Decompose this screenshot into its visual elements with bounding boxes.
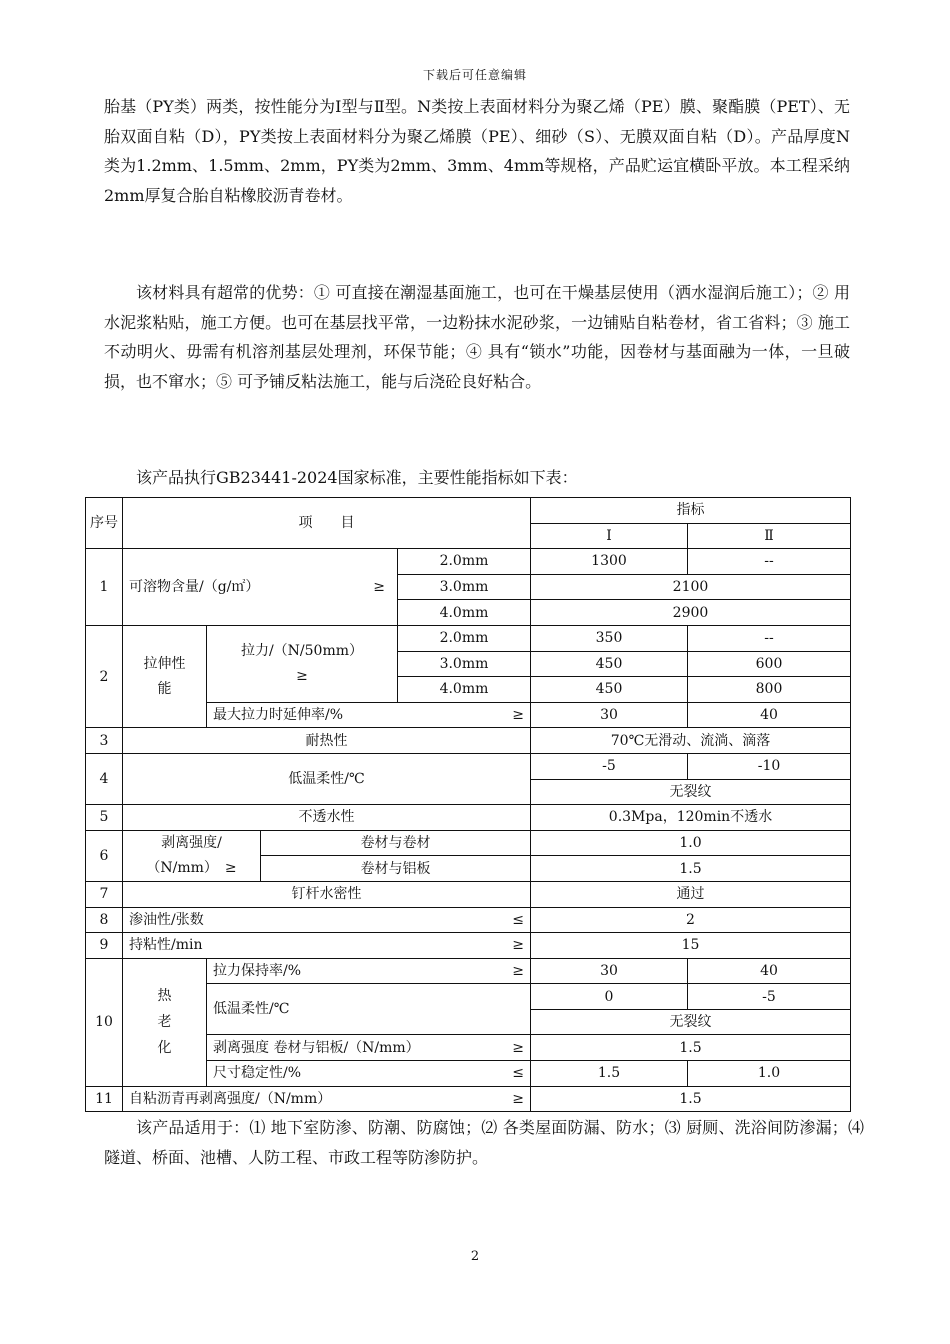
value-I: -5 [531,753,688,779]
item-label: 渗油性/张数 [129,911,204,928]
item-label: 低温柔性/℃ [123,753,531,804]
value-II: -10 [688,753,851,779]
value-I: 450 [531,677,688,703]
thickness: 3.0mm [398,651,531,677]
header-item: 项 目 [123,498,531,549]
value-I: 30 [531,702,688,728]
item-label: 不透水性 [123,805,531,831]
item-label: 剥离强度 卷材与铝板/（N/mm） [213,1039,420,1056]
group-label: 热老化 [123,958,207,1086]
sub-item-label: 卷材与卷材 [261,830,531,856]
value: 无裂纹 [531,779,851,805]
operator: ≥ [373,579,385,596]
operator: ≥ [512,1039,524,1056]
paragraph-applications: 该产品适用于：⑴ 地下室防渗、防潮、防腐蚀；⑵ 各类屋面防漏、防水；⑶ 厨厕、洗浴间防渗漏；⑷ 隧道、桥面、池槽、人防工程、市政工程等防渗防护。 [104,1118,864,1167]
value-I: 1300 [531,549,688,575]
value-II: 600 [688,651,851,677]
table-header-row [86,498,851,524]
table-row [86,625,851,651]
header-type-I: Ⅰ [531,523,688,549]
row-no: 3 [86,728,123,754]
row-no: 1 [86,549,123,626]
item-label: 钉杆水密性 [123,881,531,907]
paragraph-advantages: 该材料具有超常的优势：① 可直接在潮湿基面施工，也可在干燥基层使用（洒水湿润后施工）；② 用水泥浆粘贴，施工方便。也可在基层找平常，一边粉抹水泥砂浆，一边铺贴自粘卷材，省工省料；③ 施工不动明火、毋需有机溶剂基层处理剂，环保节能；④ 具有“锁水”功能，因卷材与基面融为一体，一旦破损，也不窜水；⑤ 可予铺反粘法施工，能与后浇砼良好粘合。 [104,283,850,391]
value-II: -5 [688,984,851,1010]
value: 0.3Mpa，120min不透水 [531,805,851,831]
value: 15 [531,933,851,959]
table-row [86,549,851,575]
header-no: 序号 [86,498,123,549]
row-no: 10 [86,958,123,1086]
paragraph-standard: 该产品执行GB23441-2024国家标准，主要性能指标如下表： [136,468,578,487]
row-no: 9 [86,933,123,959]
row-no: 2 [86,625,123,727]
item-label: 自粘沥青再剥离强度/（N/mm） [129,1090,332,1107]
value: 通过 [531,881,851,907]
value-II: 40 [688,702,851,728]
table-row [86,958,851,984]
row-no: 11 [86,1086,123,1112]
operator: ≥ [296,667,308,684]
value-I: 30 [531,958,688,984]
value-I: 0 [531,984,688,1010]
thickness: 3.0mm [398,574,531,600]
row-no: 8 [86,907,123,933]
value: 1.5 [531,856,851,882]
sub-item-label: 拉力/（N/50mm） [240,642,364,659]
header-index: 指标 [531,498,851,524]
value: 2900 [531,600,851,626]
item-label: 耐热性 [123,728,531,754]
thickness: 2.0mm [398,549,531,575]
value: 无裂纹 [531,1009,851,1035]
item-label: 可溶物含量/（g/㎡） [129,579,260,596]
table-row [86,753,851,779]
item-label: 拉力保持率/% [213,962,302,979]
item-label: 尺寸稳定性/% [213,1065,302,1082]
table-row [86,1086,851,1112]
item-label: 低温柔性/℃ [207,984,531,1035]
value-I: 1.5 [531,1061,688,1087]
row-no: 5 [86,805,123,831]
value: 1.0 [531,830,851,856]
row-no: 7 [86,881,123,907]
value-II: 1.0 [688,1061,851,1087]
item-label: 持粘性/min [129,937,203,954]
thickness: 4.0mm [398,600,531,626]
item-label: 剥离强度/（N/mm） ≥ [123,830,261,881]
value: 1.5 [531,1086,851,1112]
value-I: 350 [531,625,688,651]
table-row [86,907,851,933]
page-number: 2 [470,1249,480,1264]
value-II: 40 [688,958,851,984]
table-row [86,881,851,907]
thickness: 4.0mm [398,677,531,703]
row-no: 4 [86,753,123,804]
operator: ≥ [512,707,524,724]
value-I: 450 [531,651,688,677]
header-note: 下载后可任意编辑 [422,68,527,82]
operator: ≥ [512,962,524,979]
value-II: 800 [688,677,851,703]
value: 70℃无滑动、流淌、滴落 [531,728,851,754]
value: 2100 [531,574,851,600]
paragraph-intro: 胎基（PY类）两类，按性能分为Ⅰ型与Ⅱ型。N类按上表面材料分为聚乙烯（PE）膜、聚酯膜（PET）、无胎双面自粘（D），PY类按上表面材料分为聚乙烯膜（PE）、细砂（S）、无膜双面自粘（D）。产品厚度N类为1.2mm、1.5mm、2mm，PY类为2mm、3mm、4mm等规格，产品贮运宜横卧平放。本工程采纳2mm厚复合胎自粘橡胶沥青卷材。 [104,97,850,205]
operator: ≤ [512,911,524,928]
operator: ≥ [512,937,524,954]
value-II: -- [688,625,851,651]
sub-item-label: 卷材与铝板 [261,856,531,882]
group-label: 拉伸性能 [123,625,207,727]
table-row [86,805,851,831]
performance-table [85,497,851,1112]
table-row [86,933,851,959]
table-row [86,728,851,754]
header-type-II: Ⅱ [688,523,851,549]
value: 1.5 [531,1035,851,1061]
item-label: 最大拉力时延伸率/% [213,707,344,724]
value-II: -- [688,549,851,575]
table-row [86,830,851,856]
row-no: 6 [86,830,123,881]
operator: ≤ [512,1065,524,1082]
value: 2 [531,907,851,933]
operator: ≥ [512,1090,524,1107]
thickness: 2.0mm [398,625,531,651]
